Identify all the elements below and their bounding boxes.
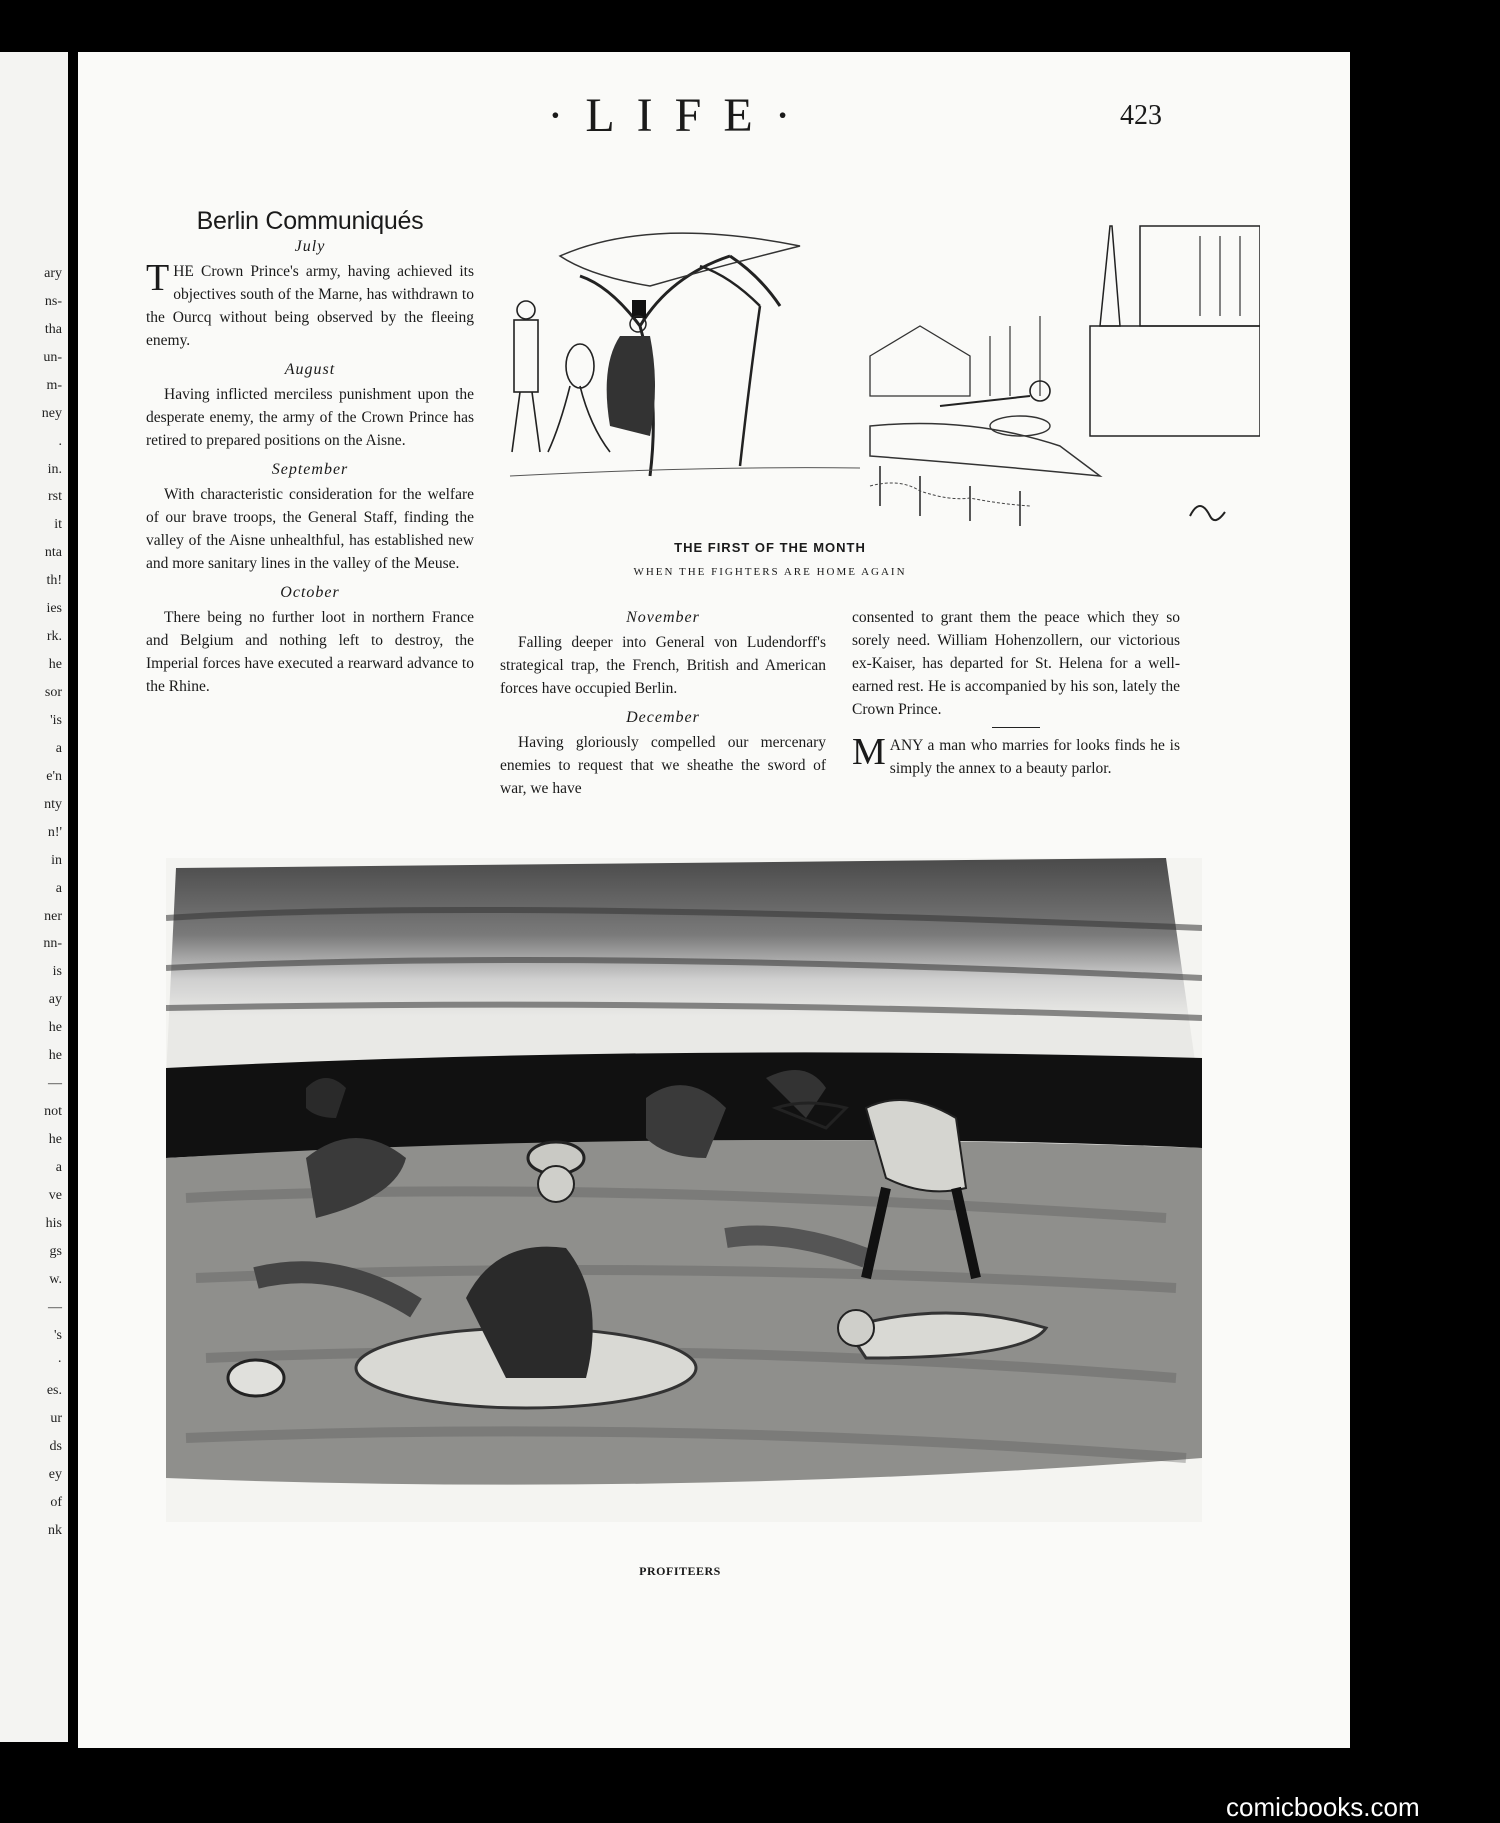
left-page-text-fragment: tha	[44, 322, 62, 337]
left-page-text-fragment: he	[48, 657, 62, 672]
site-watermark: comicbooks.com	[1226, 1792, 1420, 1822]
left-page-text-fragment: ds	[49, 1439, 62, 1454]
article-title: Berlin Communiqués	[196, 207, 424, 235]
month-label-december: December	[626, 709, 700, 726]
left-page-text-fragment: ns-	[44, 294, 62, 309]
left-page-text-fragment: es.	[46, 1383, 62, 1398]
month-label-october: October	[280, 584, 340, 601]
left-page-text-fragment: of	[50, 1495, 62, 1510]
left-page-text-fragment: th!	[46, 573, 62, 588]
quip-dropcap: M	[852, 731, 886, 773]
left-page-text-fragment: ies	[46, 601, 62, 616]
left-page-text-fragment: ney	[41, 406, 62, 421]
left-page-text-fragment: a	[55, 741, 62, 756]
left-page-text-fragment: his	[45, 1216, 62, 1231]
article-column-middle	[500, 604, 826, 806]
dropcap: T	[146, 257, 170, 299]
august-paragraph: Having inflicted merciless punishment upon the desperate enemy, the army of the Crown Prince has retired to prepared positions on the Aisne.	[146, 386, 474, 449]
left-page-text-fragment: not	[44, 1104, 62, 1119]
masthead: ·LIFE·	[547, 89, 813, 142]
left-page-text-fragment: a	[55, 881, 62, 896]
continued-paragraph: consented to grant them the peace which they so sorely need. William Hohenzollern, our victorious ex-Kaiser, has departed for St. Helena for a well-earned rest. He is accompanied by his son, lately the Crown Prince.	[852, 609, 1180, 718]
left-page-text-fragment: in.	[47, 462, 62, 477]
left-page-text-fragment: w.	[49, 1272, 62, 1287]
left-page-text-fragment: —	[48, 1076, 62, 1091]
left-page-text-fragment: gs	[49, 1244, 62, 1259]
adjacent-page-strip	[0, 52, 68, 1742]
left-page-text-fragment: he	[48, 1048, 62, 1063]
left-page-text-fragment: ve	[48, 1188, 62, 1203]
cartoon-first-of-the-month	[500, 216, 1260, 536]
left-page-text-fragment: sor	[44, 685, 62, 700]
month-label-july: July	[294, 238, 326, 255]
left-page-text-fragment: m-	[46, 378, 62, 393]
page-number: 423	[1120, 100, 1162, 131]
left-page-text-fragment: ner	[44, 909, 62, 924]
left-page-text-fragment: .	[58, 434, 62, 449]
left-page-text-fragment: is	[52, 964, 62, 979]
cartoon-subcaption: WHEN THE FIGHTERS ARE HOME AGAIN	[633, 566, 907, 578]
quip-paragraph: MANY a man who marries for looks finds he is simply the annex to a beauty parlor.	[852, 731, 1180, 777]
divider-rule	[992, 727, 1040, 728]
left-page-text-fragment: ·	[57, 1355, 62, 1370]
november-paragraph: Falling deeper into General von Ludendorff's strategical trap, the French, British and American forces have occupied Berlin.	[500, 634, 826, 697]
left-page-text-fragment: in	[51, 853, 62, 868]
left-page-text-fragment: ur	[50, 1411, 62, 1426]
left-page-text-fragment: nta	[44, 545, 62, 560]
left-page-text-fragment: 'is	[50, 713, 62, 728]
left-page-text-fragment: ary	[44, 266, 62, 281]
left-page-text-fragment: a	[55, 1160, 62, 1175]
article-column-right	[852, 606, 1180, 786]
left-page-text-fragment: it	[54, 517, 62, 532]
left-page-text-fragment: un-	[43, 350, 62, 365]
october-paragraph: There being no further loot in northern France and Belgium and nothing left to destroy, the Imperial forces have executed a rearward advance to the Rhine.	[146, 609, 474, 695]
left-page-text-fragment: ay	[48, 992, 62, 1007]
left-page-text-fragment: nk	[48, 1523, 62, 1538]
left-page-text-fragment: e'n	[46, 769, 62, 784]
month-label-september: September	[271, 461, 349, 478]
month-label-november: November	[626, 609, 700, 626]
article-column-left	[146, 207, 474, 704]
left-page-text-fragment: rk.	[46, 629, 62, 644]
september-paragraph: With characteristic consideration for the welfare of our brave troops, the General Staff, finding the valley of the Aisne unhealthful, has established new and more sanitary lines in the valley of the Meuse.	[146, 486, 474, 572]
month-label-august: August	[284, 361, 336, 378]
cartoon-profiteers	[166, 858, 1202, 1522]
left-page-text-fragment: 's	[54, 1328, 62, 1343]
left-page-text-fragment: n!'	[47, 825, 62, 840]
left-page-text-fragment: —	[48, 1300, 62, 1315]
left-page-text-fragment: rst	[48, 489, 62, 504]
left-page-text-fragment: ey	[48, 1467, 62, 1482]
cartoon-caption: THE FIRST OF THE MONTH	[674, 540, 866, 555]
left-page-text-fragment: nn-	[43, 936, 62, 951]
left-page-text-fragment: he	[48, 1132, 62, 1147]
left-page-text-fragment: nty	[44, 797, 62, 812]
july-paragraph: THE Crown Prince's army, having achieved its objectives south of the Marne, has withdrawn to the Ourcq without being observed by the fleeing enemy.	[146, 257, 474, 349]
cartoon-caption-profiteers: PROFITEERS	[639, 1564, 721, 1578]
left-page-text-fragment: he	[48, 1020, 62, 1035]
december-paragraph: Having gloriously compelled our mercenary enemies to request that we sheathe the sword of war, we have	[500, 734, 826, 797]
